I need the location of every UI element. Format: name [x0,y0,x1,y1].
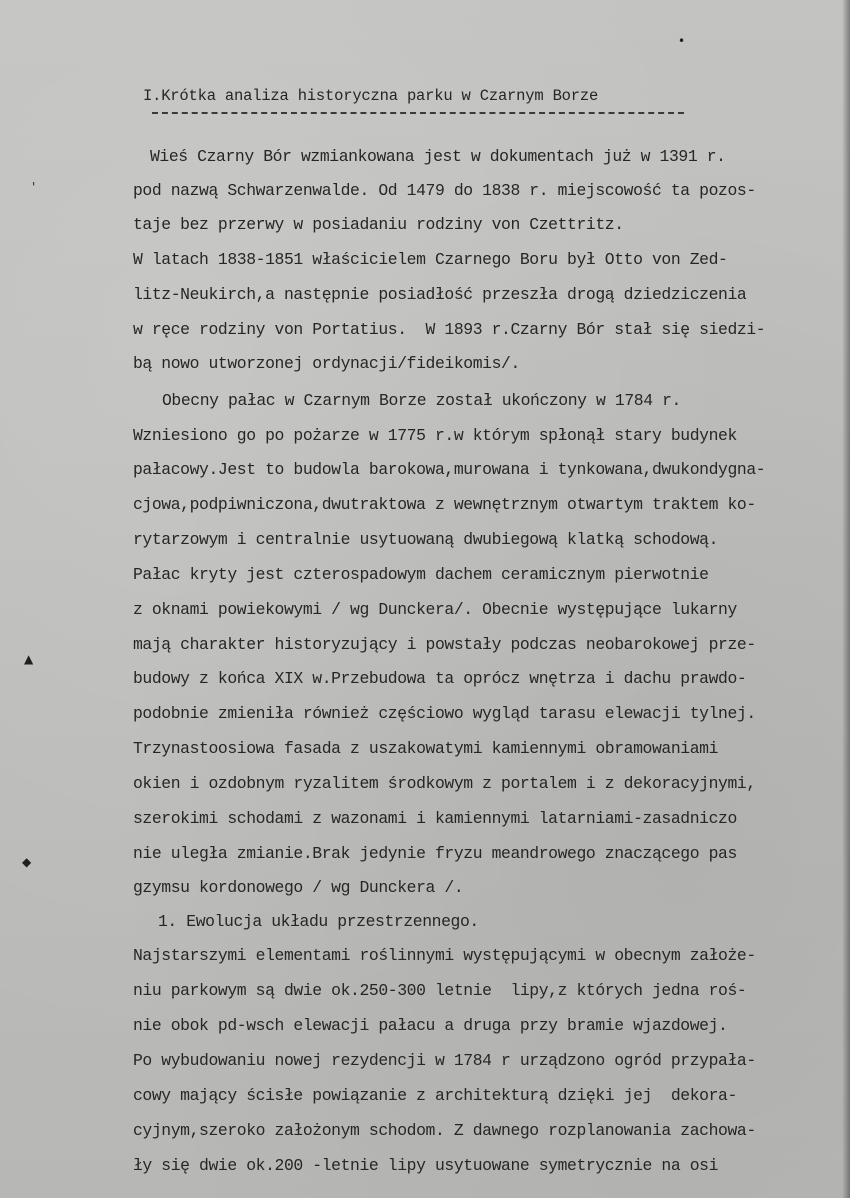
text-line: Pałac kryty jest czterospadowym dachem ceramicznym pierwotnie [133,565,709,584]
text-line: ły się dwie ok.200 -letnie lipy usytuowane symetrycznie na osi [133,1156,719,1175]
text-line: cyjnym,szeroko założonym schodom. Z dawnego rozplanowania zachowa- [133,1121,756,1140]
title-underline [152,112,684,114]
section-heading: 1. Ewolucja układu przestrzennego. [158,912,479,931]
text-line: taje bez przerwy w posiadaniu rodziny von Czettritz. [133,215,624,234]
text-line: Obecny pałac w Czarnym Borze został ukończony w 1784 r. [162,391,681,410]
text-line: budowy z końca XIX w.Przebudowa ta oprócz wnętrza i dachu prawdo- [133,669,747,688]
text-line: Po wybudowaniu nowej rezydencji w 1784 r urządzono ogród przypała- [133,1051,756,1070]
text-line: niu parkowym są dwie ok.250-300 letnie lipy,z których jedna roś- [133,981,747,1000]
text-line: Trzynastoosiowa fasada z uszakowatymi kamiennymi obramowaniami [133,739,719,758]
text-line: Najstarszymi elementami roślinnymi występującymi w obecnym założe- [133,946,756,965]
ink-speck: • [678,34,686,48]
text-line: W latach 1838-1851 właścicielem Czarnego Boru był Otto von Zed- [133,250,728,269]
text-line: gzymsu kordonowego / wg Dunckera /. [133,878,464,897]
margin-mark: ' [32,180,36,194]
text-line: cjowa,podpiwniczona,dwutraktowa z wewnętrznym otwartym traktem ko- [133,495,756,514]
margin-mark: ◆ [22,855,32,869]
margin-mark: ▲ [24,652,34,666]
text-line: bą nowo utworzonej ordynacji/fideikomis/. [133,354,520,373]
text-line: pałacowy.Jest to budowla barokowa,murowana i tynkowana,dwukondygna- [133,460,766,479]
text-line: nie obok pd-wsch elewacji pałacu a druga przy bramie wjazdowej. [133,1016,728,1035]
text-line: cowy mający ścisłe powiązanie z architekturą dzięki jej dekora- [133,1086,737,1105]
text-line: Wzniesiono go po pożarze w 1775 r.w którym spłonął stary budynek [133,426,737,445]
text-line: pod nazwą Schwarzenwalde. Od 1479 do 1838 r. miejscowość ta pozos- [133,181,756,200]
text-line: rytarzowym i centralnie usytuowaną dwubiegową klatką schodową. [133,530,719,549]
text-line: szerokimi schodami z wazonami i kamiennymi latarniami-zasadniczo [133,809,737,828]
text-line: litz-Neukirch,a następnie posiadłość przeszła drogą dziedziczenia [133,285,747,304]
text-line: mają charakter historyzujący i powstały podczas neobarokowej prze- [133,635,756,654]
page-edge-shadow [842,0,850,1198]
text-line: z oknami powiekowymi / wg Dunckera/. Obecnie występujące lukarny [133,600,737,619]
text-line: w ręce rodziny von Portatius. W 1893 r.Czarny Bór stał się siedzi- [133,320,766,339]
text-line: Wieś Czarny Bór wzmiankowana jest w dokumentach już w 1391 r. [150,147,726,166]
text-line: nie uległa zmianie.Brak jedynie fryzu meandrowego znaczącego pas [133,844,737,863]
text-line: podobnie zmieniła również częściowo wygląd tarasu elewacji tylnej. [133,704,756,723]
document-title: I.Krótka analiza historyczna parku w Czarnym Borze [143,87,599,105]
text-line: okien i ozdobnym ryzalitem środkowym z portalem i z dekoracyjnymi, [133,774,756,793]
